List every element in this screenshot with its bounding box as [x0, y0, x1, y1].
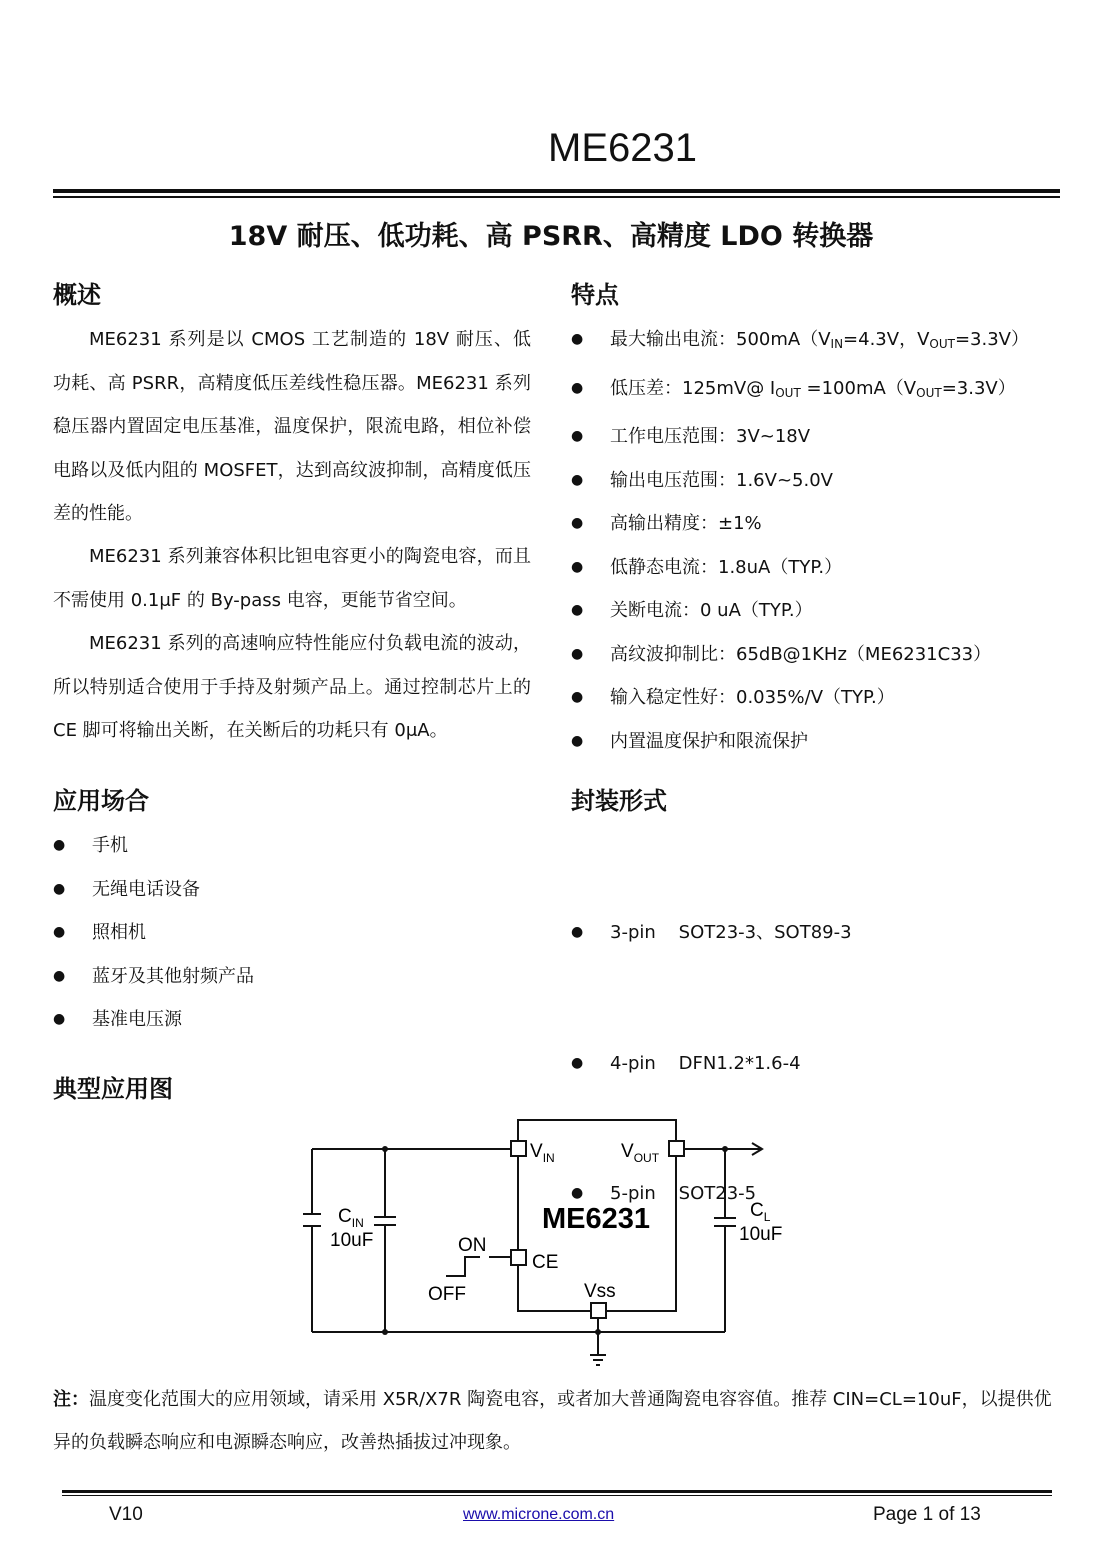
application-item: ● 蓝牙及其他射频产品 — [53, 955, 254, 999]
vin-label: $V_{IN}$ — [530, 1141, 555, 1165]
on-label: ON — [458, 1235, 487, 1256]
document-title: ME6231 — [548, 126, 697, 170]
cin-value: 10uF — [330, 1230, 374, 1251]
feature-item: ● 最大输出电流：$500mA(V_{IN}=4.3V$，$V_{OUT}=3.3V$） — [571, 318, 1029, 367]
cin-label: $C_{IN}$ — [338, 1206, 364, 1230]
cl-value: 10uF — [739, 1224, 783, 1245]
feature-item: ● 内置温度保护和限流保护 — [571, 720, 1029, 764]
feature-item: ● 关断电流：0 uA（TYP.） — [571, 589, 1029, 633]
feature-item: ● 高纹波抑制比：65dB@1KHz（ME6231C33） — [571, 633, 1029, 677]
footer-rule-top — [62, 1490, 1052, 1493]
overview-para-3: ME6231 系列的高速响应特性能应付负载电流的波动，所以特别适合使用于手持及射频产品上。通过控制芯片上的 CE 脚可将输出关断，在关断后的功耗只有 0μA。 — [53, 633, 531, 741]
footer-version: V10 — [109, 1504, 143, 1525]
feature-item: ● 高输出精度：±1% — [571, 502, 1029, 546]
features-heading: 特点 — [571, 281, 619, 309]
feature-item: ● 低压差：125mV@ $I_{OUT} =100mA(V_{OUT}=3.3V)$ — [571, 367, 1029, 416]
feature-item: ● 低静态电流：1.8uA（TYP.） — [571, 546, 1029, 590]
application-item: ● 基准电压源 — [53, 998, 254, 1042]
document-subtitle: 18V 耐压、低功耗、高 PSRR、高精度 LDO 转换器 — [228, 221, 874, 252]
vout-label: $V_{OUT}$ — [621, 1141, 660, 1165]
note: 注：温度变化范围大的应用领域，请采用 X5R/X7R 陶瓷电容，或者加大普通陶瓷电容容值。推荐 CIN=CL=10uF，以提供优异的负载瞬态响应和电源瞬态响应，改善热插拔过冲现象。 — [53, 1389, 1052, 1453]
packages-heading: 封装形式 — [571, 787, 667, 815]
typical-heading: 典型应用图 — [53, 1075, 173, 1103]
off-label: OFF — [428, 1284, 466, 1305]
overview-heading: 概述 — [53, 281, 101, 309]
overview-para-1: ME6231 系列是以 CMOS 工艺制造的 18V 耐压、低功耗、高 PSRR，高精度低压差线性稳压器。ME6231 系列稳压器内置固定电压基准，温度保护，限流电路，相位补偿电路以及低内阻的 MOSFET，达到高纹波抑制，高精度低压差的性能。 — [53, 329, 531, 524]
package-item: ● 4-pin DFN1.2*1.6-4 — [571, 1042, 852, 1086]
vss-pin — [591, 1303, 606, 1318]
feature-item: ● 工作电压范围：3V~18V — [571, 415, 1029, 459]
application-item: ● 无绳电话设备 — [53, 868, 254, 912]
package-item: ● 5-pin SOT23-5 — [571, 1172, 852, 1216]
vin-pin — [511, 1141, 526, 1156]
feature-item: ● 输出电压范围：1.6V~5.0V — [571, 459, 1029, 503]
footer-rule-bottom — [62, 1495, 1052, 1496]
vout-pin — [669, 1141, 684, 1156]
overview-para-2: ME6231 系列兼容体积比钽电容更小的陶瓷电容，而且不需使用 0.1μF 的 By-pass 电容，更能节省空间。 — [53, 546, 531, 611]
footer-url-link[interactable]: www.microne.com.cn — [463, 1506, 615, 1523]
applications-heading: 应用场合 — [53, 787, 149, 815]
cl-label: $C_L$ — [750, 1200, 771, 1224]
chip-label: ME6231 — [541, 1203, 651, 1235]
vss-label: Vss — [584, 1281, 616, 1302]
ce-label: CE — [532, 1252, 559, 1273]
application-item: ● 照相机 — [53, 911, 254, 955]
package-item: ● 3-pin SOT23-3、SOT89-3 — [571, 911, 852, 955]
ce-pin — [511, 1250, 526, 1265]
feature-item: ● 输入稳定性好：0.035%/V（TYP.） — [571, 676, 1029, 720]
application-item: ● 手机 — [53, 824, 254, 868]
footer-page-number: Page 1 of 13 — [873, 1504, 981, 1525]
